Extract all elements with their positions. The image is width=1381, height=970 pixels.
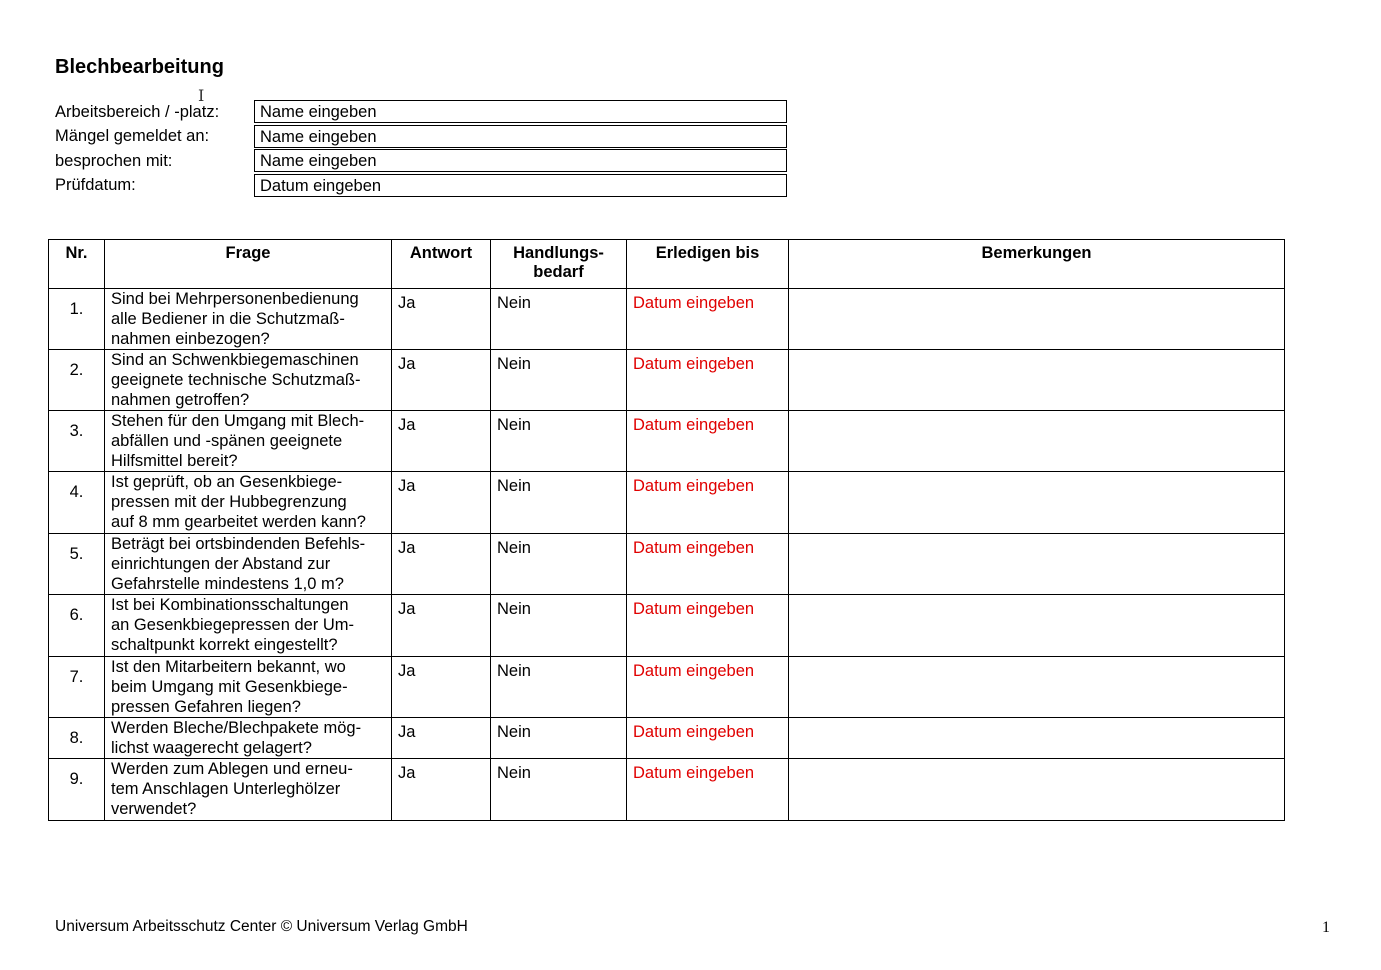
row-number: 6. [49, 595, 105, 657]
question-line: geeignete technische Schutzmaß- [111, 371, 361, 389]
header-handlung-line2: bedarf [533, 263, 584, 281]
question-line: Werden zum Ablegen und erneu- [111, 760, 353, 778]
answer-ja[interactable]: Ja [392, 718, 491, 759]
erledigen-date-field[interactable]: Datum eingeben [627, 411, 789, 472]
question-line: Ist den Mitarbeitern bekannt, wo [111, 658, 346, 676]
answer-ja[interactable]: Ja [392, 759, 491, 821]
arbeitsbereich-field[interactable]: Name eingeben [254, 100, 787, 123]
answer-ja[interactable]: Ja [392, 595, 491, 657]
text-cursor-icon: I [198, 86, 205, 105]
question-line: Ist bei Kombinationsschaltungen [111, 596, 349, 614]
header-nr: Nr. [49, 240, 105, 289]
question-line: verwendet? [111, 800, 197, 818]
question-line: einrichtungen der Abstand zur [111, 555, 331, 573]
answer-ja[interactable]: Ja [392, 289, 491, 350]
row-number: 2. [49, 350, 105, 411]
row-number: 9. [49, 759, 105, 821]
besprochen-field[interactable]: Name eingeben [254, 149, 787, 172]
maengel-field[interactable]: Name eingeben [254, 125, 787, 148]
table-row [49, 411, 1285, 472]
question-line: Beträgt bei ortsbindenden Befehls- [111, 535, 366, 553]
table-row [49, 350, 1285, 411]
question-line: Hilfsmittel bereit? [111, 452, 238, 470]
question-cell [105, 411, 392, 472]
question-line: Werden Bleche/Blechpakete mög- [111, 719, 362, 737]
question-line: nahmen einbezogen? [111, 330, 270, 348]
bemerkungen-field[interactable] [789, 472, 1285, 534]
table-row [49, 759, 1285, 821]
question-line: tem Anschlagen Unterleghölzer [111, 780, 341, 798]
table-row [49, 472, 1285, 534]
handlungsbedarf-nein[interactable]: Nein [491, 411, 627, 472]
row-number: 1. [49, 289, 105, 350]
question-line: schaltpunkt korrekt eingestellt? [111, 636, 338, 654]
question-line: nahmen getroffen? [111, 391, 250, 409]
meta-label-maengel: Mängel gemeldet an: [55, 127, 210, 145]
meta-label-pruefdatum: Prüfdatum: [55, 176, 136, 194]
checklist-table [48, 239, 1285, 821]
handlungsbedarf-nein[interactable]: Nein [491, 289, 627, 350]
handlungsbedarf-nein[interactable]: Nein [491, 718, 627, 759]
meta-label-besprochen: besprochen mit: [55, 152, 173, 170]
page-title: Blechbearbeitung [55, 56, 224, 78]
handlungsbedarf-nein[interactable]: Nein [491, 595, 627, 657]
handlungsbedarf-nein[interactable]: Nein [491, 472, 627, 534]
erledigen-date-field[interactable]: Datum eingeben [627, 718, 789, 759]
bemerkungen-field[interactable] [789, 411, 1285, 472]
header-handlung-line1: Handlungs- [513, 244, 604, 262]
question-cell [105, 718, 392, 759]
question-cell [105, 595, 392, 657]
row-number: 8. [49, 718, 105, 759]
row-number: 7. [49, 657, 105, 718]
question-cell [105, 472, 392, 534]
question-line: Sind an Schwenkbiegemaschinen [111, 351, 359, 369]
question-line: lichst waagerecht gelagert? [111, 739, 312, 757]
question-cell [105, 350, 392, 411]
bemerkungen-field[interactable] [789, 657, 1285, 718]
handlungsbedarf-nein[interactable]: Nein [491, 534, 627, 595]
question-line: Ist geprüft, ob an Gesenkbiege- [111, 473, 343, 491]
bemerkungen-field[interactable] [789, 759, 1285, 821]
question-line: Stehen für den Umgang mit Blech- [111, 412, 365, 430]
table-row [49, 289, 1285, 350]
erledigen-date-field[interactable]: Datum eingeben [627, 289, 789, 350]
question-line: abfällen und -spänen geeignete [111, 432, 343, 450]
handlungsbedarf-nein[interactable]: Nein [491, 657, 627, 718]
header-bemerkungen: Bemerkungen [789, 240, 1285, 289]
answer-ja[interactable]: Ja [392, 472, 491, 534]
question-cell [105, 759, 392, 821]
table-header-row [49, 240, 1285, 289]
header-handlungsbedarf [491, 240, 627, 289]
question-cell [105, 657, 392, 718]
table-row [49, 718, 1285, 759]
erledigen-date-field[interactable]: Datum eingeben [627, 472, 789, 534]
erledigen-date-field[interactable]: Datum eingeben [627, 657, 789, 718]
question-line: an Gesenkbiegepressen der Um- [111, 616, 355, 634]
erledigen-date-field[interactable]: Datum eingeben [627, 350, 789, 411]
question-line: alle Bediener in die Schutzmaß- [111, 310, 345, 328]
question-line: Sind bei Mehrpersonenbedienung [111, 290, 359, 308]
header-frage: Frage [105, 240, 392, 289]
erledigen-date-field[interactable]: Datum eingeben [627, 759, 789, 821]
handlungsbedarf-nein[interactable]: Nein [491, 759, 627, 821]
question-line: beim Umgang mit Gesenkbiege- [111, 678, 348, 696]
answer-ja[interactable]: Ja [392, 534, 491, 595]
handlungsbedarf-nein[interactable]: Nein [491, 350, 627, 411]
bemerkungen-field[interactable] [789, 534, 1285, 595]
question-line: pressen Gefahren liegen? [111, 698, 301, 716]
row-number: 4. [49, 472, 105, 534]
erledigen-date-field[interactable]: Datum eingeben [627, 595, 789, 657]
footer-text: Universum Arbeitsschutz Center © Universum Verlag GmbH [55, 918, 468, 935]
erledigen-date-field[interactable]: Datum eingeben [627, 534, 789, 595]
bemerkungen-field[interactable] [789, 350, 1285, 411]
answer-ja[interactable]: Ja [392, 657, 491, 718]
header-antwort: Antwort [392, 240, 491, 289]
page-number: 1 [1322, 919, 1330, 936]
row-number: 5. [49, 534, 105, 595]
answer-ja[interactable]: Ja [392, 411, 491, 472]
question-line: pressen mit der Hubbegrenzung [111, 493, 347, 511]
table-row [49, 534, 1285, 595]
bemerkungen-field[interactable] [789, 595, 1285, 657]
answer-ja[interactable]: Ja [392, 350, 491, 411]
question-cell [105, 534, 392, 595]
question-line: Gefahrstelle mindestens 1,0 m? [111, 575, 344, 593]
pruefdatum-field[interactable]: Datum eingeben [254, 174, 787, 197]
table-row [49, 657, 1285, 718]
meta-label-arbeitsbereich: Arbeitsbereich / -platz: [55, 103, 220, 121]
row-number: 3. [49, 411, 105, 472]
bemerkungen-field[interactable] [789, 718, 1285, 759]
header-erledigen: Erledigen bis [627, 240, 789, 289]
bemerkungen-field[interactable] [789, 289, 1285, 350]
question-line: auf 8 mm gearbeitet werden kann? [111, 513, 366, 531]
question-cell [105, 289, 392, 350]
table-row [49, 595, 1285, 657]
